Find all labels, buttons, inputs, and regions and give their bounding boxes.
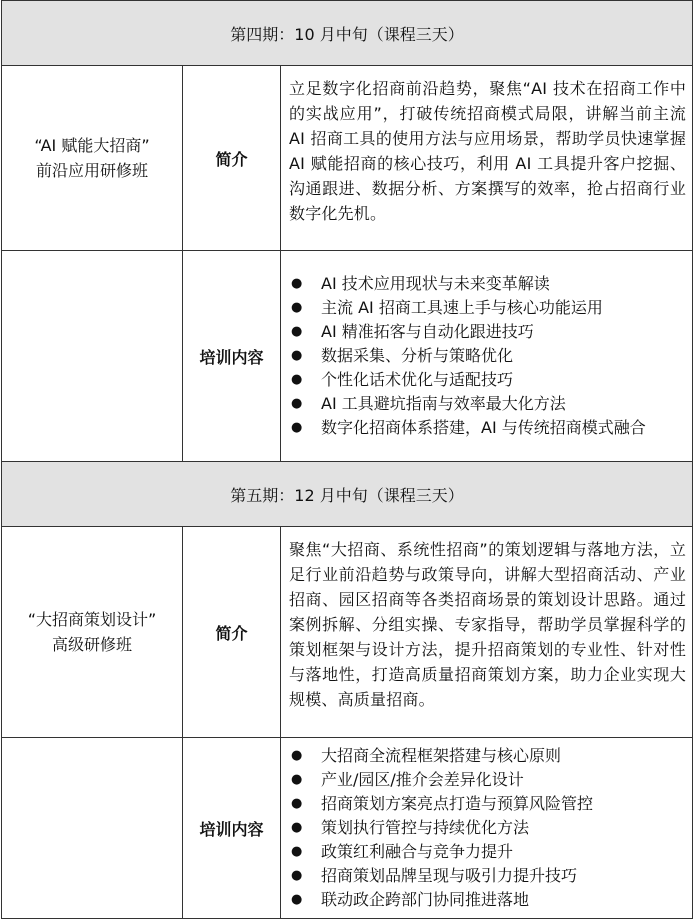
intro-label: 简介 <box>183 527 281 738</box>
content-list <box>281 266 692 446</box>
content-label: 培训内容 <box>183 251 281 462</box>
course-name <box>2 66 183 251</box>
course-name-text: “AI 赋能大招商” 前沿应用研修班 <box>34 136 150 180</box>
course-schedule-table <box>1 0 693 919</box>
bullet-icon: ● <box>291 348 303 363</box>
list-item: ● AI 技术应用现状与未来变革解读 <box>291 272 686 296</box>
list-item: ● 联动政企跨部门协同推进落地 <box>291 888 686 912</box>
bullet-icon: ● <box>291 748 303 763</box>
list-item: ● 个性化话术优化与适配技巧 <box>291 368 686 392</box>
content-cell <box>281 251 693 462</box>
content-label: 培训内容 <box>183 738 281 919</box>
content-cell <box>281 738 693 919</box>
course-name-spacer <box>2 738 183 919</box>
list-item: ● 大招商全流程框架搭建与核心原则 <box>291 744 686 768</box>
list-item: ● 策划执行管控与持续优化方法 <box>291 816 686 840</box>
bullet-icon: ● <box>291 868 303 883</box>
list-item: ● 产业/园区/推介会差异化设计 <box>291 768 686 792</box>
intro-text: 聚焦“大招商、系统性招商”的策划逻辑与落地方法，立足行业前沿趋势与政策导向，讲解大型招商活动、产业招商、园区招商等各类招商场景的策划设计思路。通过案例拆解、分组实操、专家指导，帮助学员掌握科学的策划框架与设计方法，提升招商策划的专业性、针对性与落地性，打造高质量招商策划方案，助力企业实现大规模、高质量招商。 <box>281 527 693 738</box>
list-item: ● 数据采集、分析与策略优化 <box>291 344 686 368</box>
bullet-icon: ● <box>291 820 303 835</box>
intro-row <box>2 527 693 738</box>
course-name-spacer <box>2 251 183 462</box>
bullet-icon: ● <box>291 372 303 387</box>
list-item: ● 数字化招商体系搭建，AI 与传统招商模式融合 <box>291 416 686 440</box>
content-row <box>2 251 693 462</box>
list-item: ● AI 工具避坑指南与效率最大化方法 <box>291 392 686 416</box>
list-item: ● 主流 AI 招商工具速上手与核心功能运用 <box>291 296 686 320</box>
intro-row <box>2 66 693 251</box>
list-item: ● AI 精准拓客与自动化跟进技巧 <box>291 320 686 344</box>
period-header-row <box>2 462 693 527</box>
bullet-icon: ● <box>291 772 303 787</box>
period-header: 第四期：10 月中旬（课程三天） <box>2 1 693 66</box>
bullet-icon: ● <box>291 844 303 859</box>
intro-label: 简介 <box>183 66 281 251</box>
bullet-icon: ● <box>291 300 303 315</box>
period-header-row <box>2 1 693 66</box>
list-item: ● 政策红利融合与竞争力提升 <box>291 840 686 864</box>
list-item: ● 招商策划方案亮点打造与预算风险管控 <box>291 792 686 816</box>
course-name-text: “大招商策划设计” 高级研修班 <box>27 610 157 654</box>
content-row <box>2 738 693 919</box>
course-name <box>2 527 183 738</box>
bullet-icon: ● <box>291 324 303 339</box>
list-item: ● 招商策划品牌呈现与吸引力提升技巧 <box>291 864 686 888</box>
bullet-icon: ● <box>291 796 303 811</box>
period-header: 第五期：12 月中旬（课程三天） <box>2 462 693 527</box>
bullet-icon: ● <box>291 396 303 411</box>
content-list <box>281 738 692 918</box>
intro-text: 立足数字化招商前沿趋势，聚焦“AI 技术在招商工作中的实战应用”，打破传统招商模式局限，讲解当前主流 AI 招商工具的使用方法与应用场景，帮助学员快速掌握 AI 赋能招商的核心技巧，利用 AI 工具提升客户挖掘、沟通跟进、数据分析、方案撰写的效率，抢占招商行业数字化先机。 <box>281 66 693 251</box>
bullet-icon: ● <box>291 420 303 435</box>
bullet-icon: ● <box>291 276 303 291</box>
bullet-icon: ● <box>291 892 303 907</box>
